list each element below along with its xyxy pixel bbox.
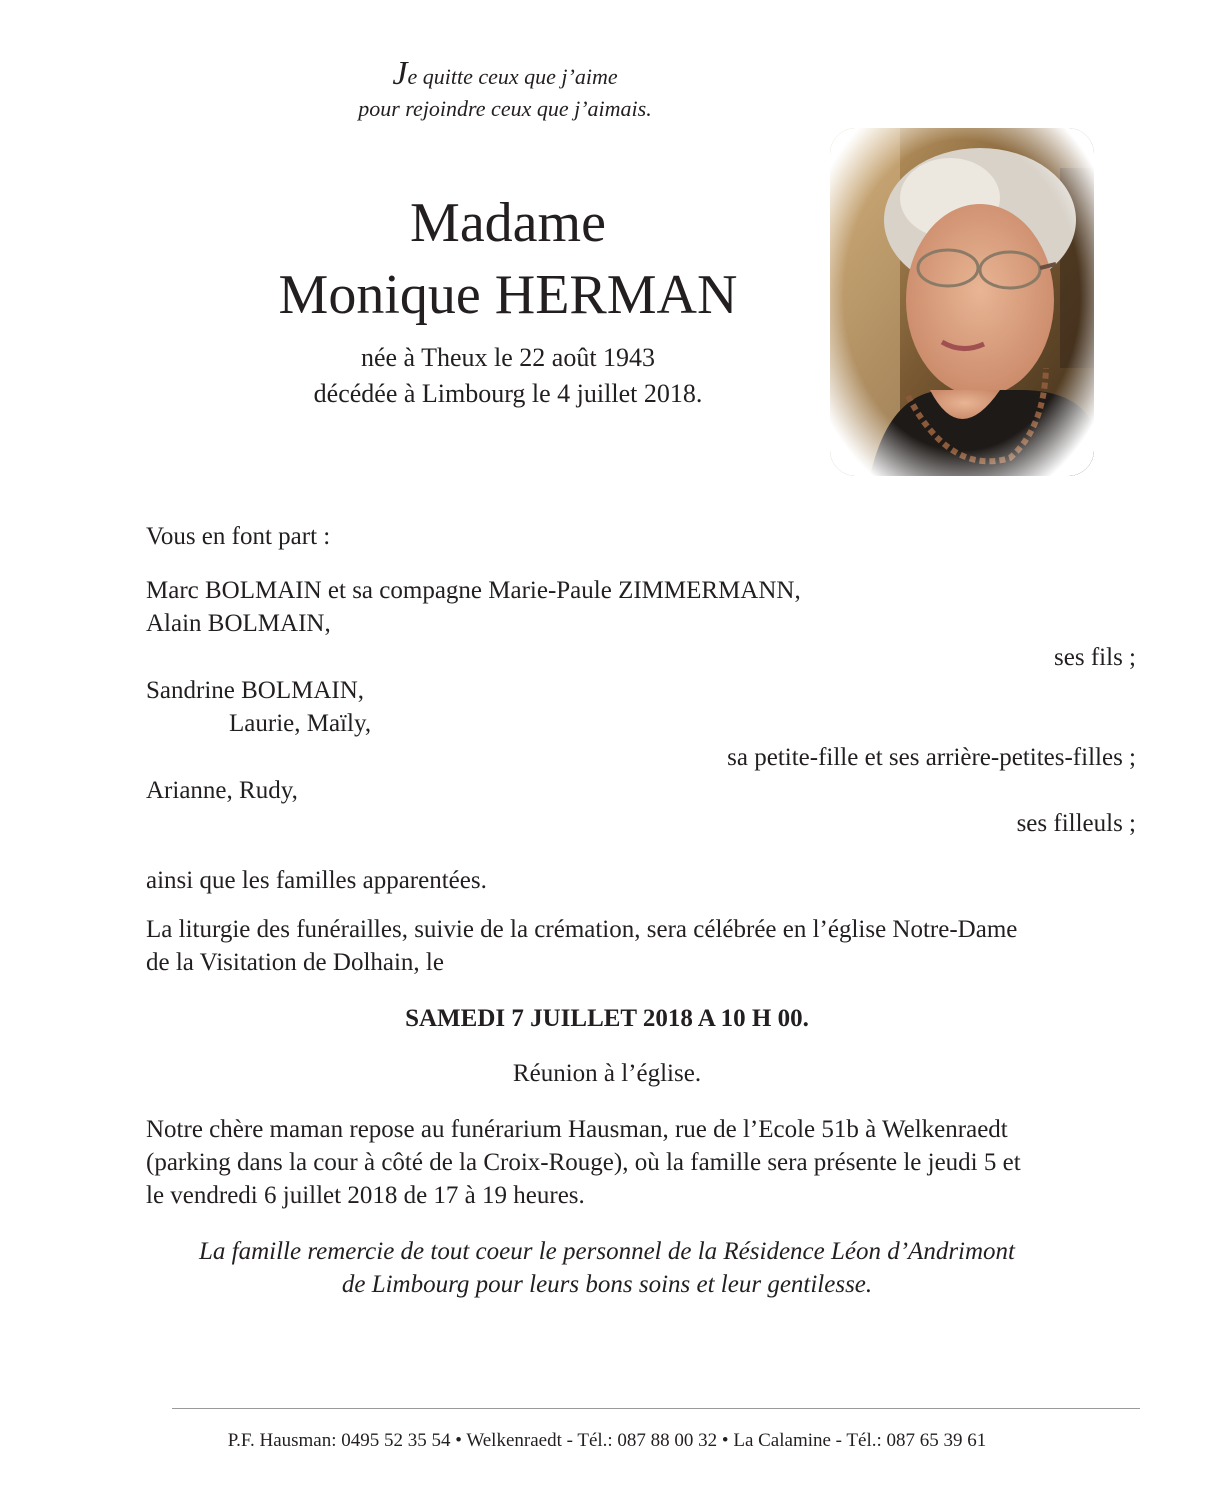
great-grandchildren: Laurie, Maïly, xyxy=(229,710,372,737)
visitation-line-2: (parking dans la cour à côté de la Croix-Rouge), où la famille sera présente le jeudi 5 et xyxy=(146,1149,1021,1176)
granddaughter: Sandrine BOLMAIN, xyxy=(146,677,365,704)
family-intro: Vous en font part : xyxy=(146,523,331,550)
life-dates xyxy=(206,340,810,412)
footer-divider xyxy=(172,1408,1140,1409)
related-families: ainsi que les familles apparentées. xyxy=(146,867,487,894)
thanks-line-1: La famille remercie de tout coeur le personnel de la Résidence Léon d’Andrimont xyxy=(198,1238,1015,1265)
sons-label: ses fils ; xyxy=(1054,644,1136,671)
deceased-name: Monique HERMAN xyxy=(278,264,738,326)
visitation-line-1: Notre chère maman repose au funérarium Hausman, rue de l’Ecole 51b à Welkenraedt xyxy=(146,1116,1008,1143)
birth-line: née à Theux le 22 août 1943 xyxy=(360,343,656,372)
son-2: Alain BOLMAIN, xyxy=(146,610,331,637)
thanks-line-2: de Limbourg pour leurs bons soins et leur gentilesse. xyxy=(341,1271,873,1298)
portrait-photo xyxy=(830,128,1094,476)
quote-line-1 xyxy=(240,55,770,93)
opening-quote xyxy=(240,55,770,125)
ceremony-date: SAMEDI 7 JUILLET 2018 A 10 H 00. xyxy=(405,1005,809,1032)
granddaughter-label: sa petite-fille et ses arrière-petites-filles ; xyxy=(727,744,1136,771)
salutation: Madame xyxy=(410,192,606,254)
meeting-place: Réunion à l’église. xyxy=(512,1060,702,1087)
son-1: Marc BOLMAIN et sa compagne Marie-Paule ZIMMERMANN, xyxy=(146,577,801,604)
quote-line-1-text: e quitte ceux que j’aime xyxy=(407,64,618,89)
godchildren-label: ses filleuls ; xyxy=(1016,810,1136,837)
visitation-line-3: le vendredi 6 juillet 2018 de 17 à 19 heures. xyxy=(146,1182,585,1209)
quote-line-2: pour rejoindre ceux que j’aimais. xyxy=(358,96,652,121)
ceremony-line-2: de la Visitation de Dolhain, le xyxy=(146,949,444,976)
quote-drop-cap: J xyxy=(392,55,408,92)
ceremony-line-1: La liturgie des funérailles, suivie de la crémation, sera célébrée en l’église Notre-Dame xyxy=(146,916,1018,943)
death-line: décédée à Limbourg le 4 juillet 2018. xyxy=(313,379,703,408)
funeral-home-contact: P.F. Hausman: 0495 52 35 54 • Welkenraedt - Tél.: 087 88 00 32 • La Calamine - Tél.: 087 65 39 61 xyxy=(227,1430,987,1451)
godchildren: Arianne, Rudy, xyxy=(146,777,298,804)
